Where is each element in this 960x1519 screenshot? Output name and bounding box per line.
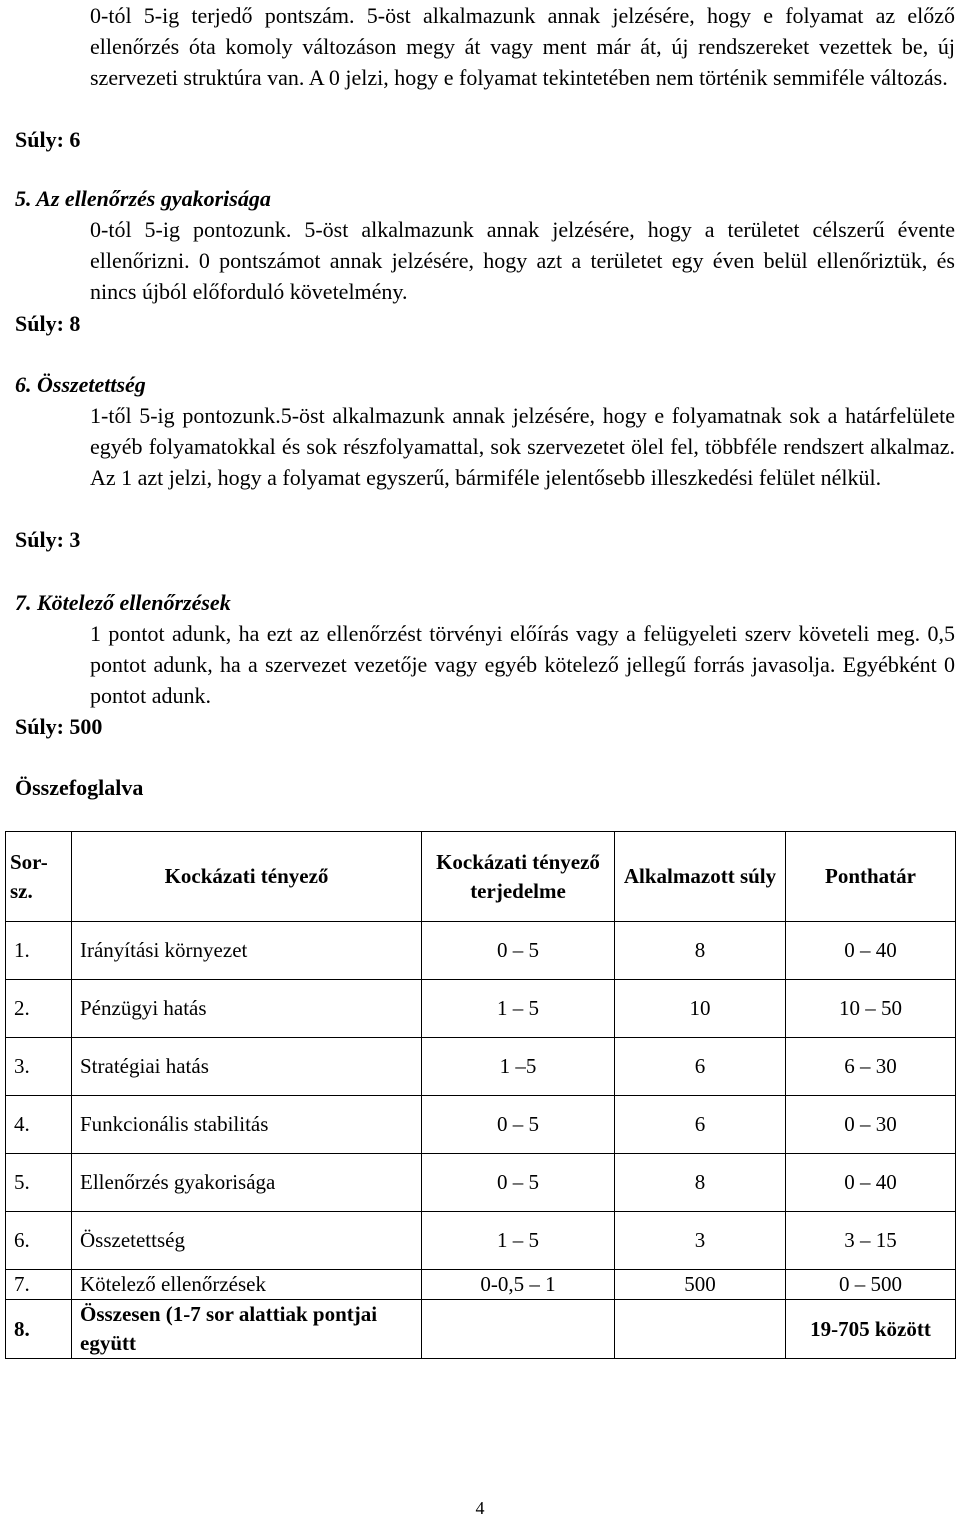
risk-factor: Összetettség xyxy=(72,1212,422,1270)
risk-range: 0 – 5 xyxy=(422,1154,615,1212)
applied-weight: 8 xyxy=(615,922,786,980)
table-row xyxy=(6,922,956,980)
section-6-body: 1-től 5-ig pontozunk.5-öst alkalmazunk annak jelzésére, hogy e folyamatnak sok a határfelülete egyéb folyamatokkal és sok részfolyamattal, sok szervezetet ölel fel, többféle rendszert alkalmaz. Az 1 azt jelzi, hogy a folyamat egyszerű, bármiféle jelentősebb illeszkedési felület nélkül. xyxy=(90,403,955,490)
row-number: 4. xyxy=(6,1096,72,1154)
applied-weight: 10 xyxy=(615,980,786,1038)
row-number: 1. xyxy=(6,922,72,980)
risk-factor: Irányítási környezet xyxy=(72,922,422,980)
risk-range: 1 – 5 xyxy=(422,1212,615,1270)
section-4-body: 0-tól 5-ig terjedő pontszám. 5-öst alkalmazunk annak jelzésére, hogy e folyamat az előző ellenőrzés óta komoly változáson megy át vagy ment már át, új rendszereket vezettek be, új szervezeti struktúra van. A 0 jelzi, hogy e folyamat tekintetében nem történik semmiféle változás. xyxy=(90,3,955,90)
section-5-body: 0-tól 5-ig pontozunk. 5-öst alkalmazunk annak jelzésére, hogy a területet célszerű évente ellenőrizni. 0 pontszámot annak jelzésére, hogy azt a területet egy éven belül ellenőriztük, és nincs újból előforduló követelmény. xyxy=(90,217,955,304)
page-number: 4 xyxy=(475,1498,485,1518)
section-6-heading: 6. Összetettség xyxy=(15,372,146,397)
table-row xyxy=(6,980,956,1038)
point-limit: 0 – 30 xyxy=(786,1096,956,1154)
header-risk-factor: Kockázati tényező xyxy=(72,832,422,922)
point-limit: 0 – 40 xyxy=(786,922,956,980)
total-label: Összesen (1-7 sor alattiak pontjai együtt xyxy=(72,1300,422,1359)
section-7-body: 1 pontot adunk, ha ezt az ellenőrzést törvényi előírás vagy a felügyeleti szerv követeli meg. 0,5 pontot adunk, ha a szervezet vezetője vagy egyéb kötelező jellegű forrás javasolja. Egyébként 0 pontot adunk. xyxy=(90,621,955,708)
row-number: 5. xyxy=(6,1154,72,1212)
risk-factor: Pénzügyi hatás xyxy=(72,980,422,1038)
risk-factor: Kötelező ellenőrzések xyxy=(72,1270,422,1300)
table-row xyxy=(6,1270,956,1300)
row-number: 7. xyxy=(6,1270,72,1300)
section-7-heading: 7. Kötelező ellenőrzések xyxy=(15,590,231,615)
header-point-limit: Ponthatár xyxy=(786,832,956,922)
point-limit: 0 – 40 xyxy=(786,1154,956,1212)
section-4-weight: Súly: 6 xyxy=(15,127,81,152)
row-number: 2. xyxy=(6,980,72,1038)
section-6-weight: Súly: 3 xyxy=(15,527,81,552)
total-point-limit: 19-705 között xyxy=(786,1300,956,1359)
header-applied-weight: Alkalmazott súly xyxy=(615,832,786,922)
total-weight xyxy=(615,1300,786,1359)
table-row xyxy=(6,1212,956,1270)
risk-range: 0 – 5 xyxy=(422,922,615,980)
point-limit: 10 – 50 xyxy=(786,980,956,1038)
header-risk-range: Kockázati tényező terjedelme xyxy=(422,832,615,922)
applied-weight: 3 xyxy=(615,1212,786,1270)
risk-range: 0 – 5 xyxy=(422,1096,615,1154)
risk-range: 0-0,5 – 1 xyxy=(422,1270,615,1300)
total-range xyxy=(422,1300,615,1359)
applied-weight: 8 xyxy=(615,1154,786,1212)
table-header-row xyxy=(6,832,956,922)
summary-title: Összefoglalva xyxy=(15,775,144,800)
point-limit: 0 – 500 xyxy=(786,1270,956,1300)
total-row-number: 8. xyxy=(6,1300,72,1359)
point-limit: 3 – 15 xyxy=(786,1212,956,1270)
applied-weight: 6 xyxy=(615,1038,786,1096)
risk-range: 1 –5 xyxy=(422,1038,615,1096)
table-total-row xyxy=(6,1300,956,1359)
table-row xyxy=(6,1038,956,1096)
section-5-heading: 5. Az ellenőrzés gyakorisága xyxy=(15,186,271,211)
table-row xyxy=(6,1154,956,1212)
risk-factor: Funkcionális stabilitás xyxy=(72,1096,422,1154)
section-5-weight: Súly: 8 xyxy=(15,311,81,336)
section-7-weight: Súly: 500 xyxy=(15,714,103,739)
table-row xyxy=(6,1096,956,1154)
risk-factor-table xyxy=(5,831,956,1359)
point-limit: 6 – 30 xyxy=(786,1038,956,1096)
risk-range: 1 – 5 xyxy=(422,980,615,1038)
header-row-number: Sor-sz. xyxy=(6,832,72,922)
risk-factor: Stratégiai hatás xyxy=(72,1038,422,1096)
risk-factor: Ellenőrzés gyakorisága xyxy=(72,1154,422,1212)
row-number: 6. xyxy=(6,1212,72,1270)
applied-weight: 6 xyxy=(615,1096,786,1154)
applied-weight: 500 xyxy=(615,1270,786,1300)
row-number: 3. xyxy=(6,1038,72,1096)
